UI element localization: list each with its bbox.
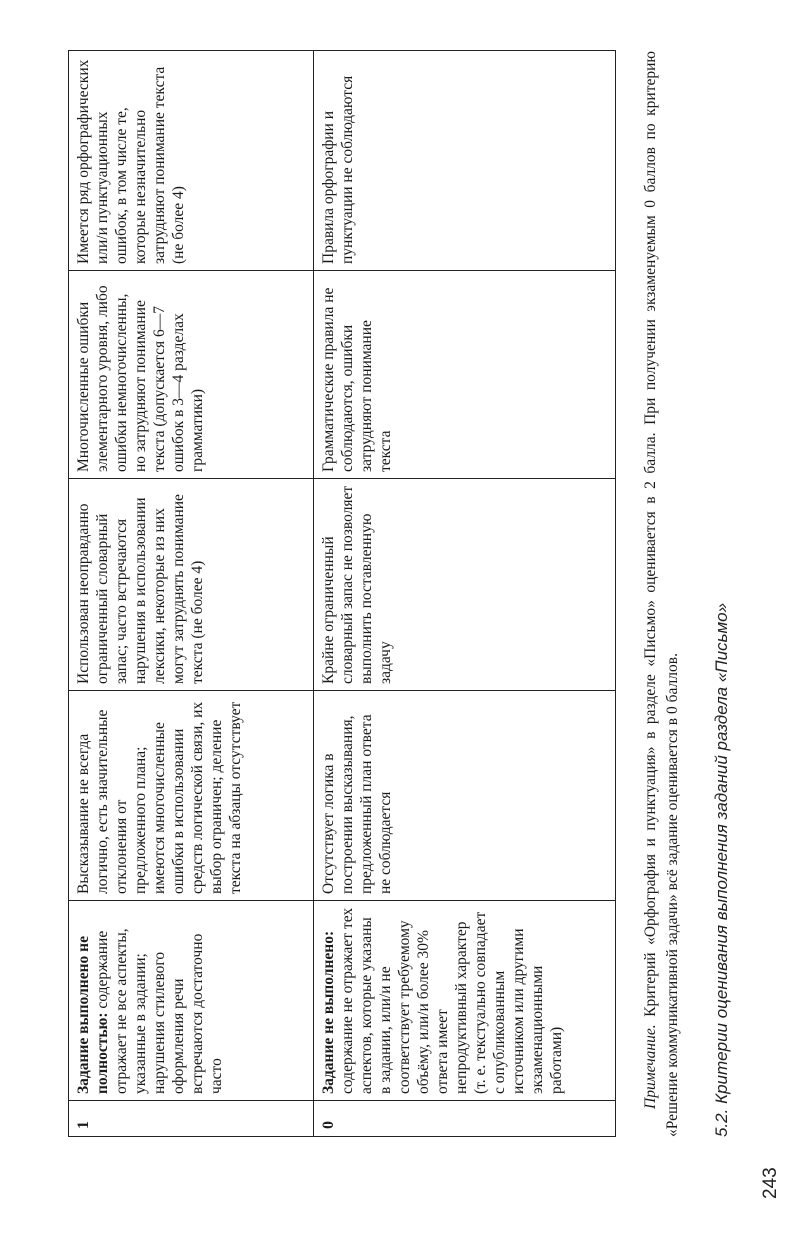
task-lead: Задание не выполнено: (320, 930, 337, 1094)
spelling-cell: Имеется ряд орфографических или/и пунктуационных ошибок, в том числе те, которые незначительно затрудняют понимание текста (не более 4) (69, 51, 314, 271)
lexis-cell: Использован неоправданно ограниченный словарный запас; часто встречаются нарушения в использовании лексики, некоторые из них могут затруднять понимание текста (не более 4) (69, 479, 314, 691)
section-caption: 5.2. Критерии оценивания выполнения заданий раздела «Письмо» (712, 602, 731, 1137)
task-cell (69, 901, 314, 1101)
table-note (640, 51, 684, 1137)
score-cell: 0 (314, 1101, 616, 1137)
spelling-cell: Правила орфографии и пунктуации не соблюдаются (314, 51, 616, 271)
task-lead: Задание выполнено не полностью: (75, 936, 111, 1094)
score-cell: 1 (69, 1101, 314, 1137)
table-row (314, 51, 616, 1137)
organization-cell: Отсутствует логика в построении высказывания, предложенный план ответа не соблюдается (314, 691, 616, 901)
task-cell (314, 901, 616, 1101)
note-label: Примечание. (642, 1024, 659, 1109)
lexis-cell: Крайне ограниченный словарный запас не позволяет выполнить поставленную задачу (314, 479, 616, 691)
note-text: Критерий «Орфография и пунктуация» в разделе «Письмо» оценивается в 2 балла. При получении экзаменуемым 0 баллов по критерию «Решение коммуникативной задачи» всё задание оценивается в 0 баллов. (642, 51, 681, 1137)
grammar-cell: Многочисленные ошибки элементарного уровня, либо ошибки немногочисленны, но затрудняют понимание текста (допускается 6—7 ошибок в 3—4 разделах грамматики) (69, 271, 314, 479)
task-text: содержание отражает не все аспекты, указанные в задании; нарушения стилевого оформления речи встречаются достаточно часто (94, 928, 225, 1094)
grammar-cell: Грамматические правила не соблюдаются, ошибки затрудняют понимание текста (314, 271, 616, 479)
task-text: содержание не отражает тех аспектов, которые указаны в задании, или/и не соответствует требуемому объёму, или/и более 30% ответа имеет непродуктивный характер (т. е. текстуально совпадает с опубликованным источником или другими экзаменационными работами) (339, 907, 565, 1094)
page-number: 243 (760, 1167, 781, 1199)
criteria-table (68, 50, 616, 1137)
organization-cell: Высказывание не всегда логично, есть значительные отклонения от предложенного плана; имеются многочисленные ошибки в использовании средств логической связи, их выбор ограничен; деление текста на абзацы отсутствует (69, 691, 314, 901)
table-row (69, 51, 314, 1137)
